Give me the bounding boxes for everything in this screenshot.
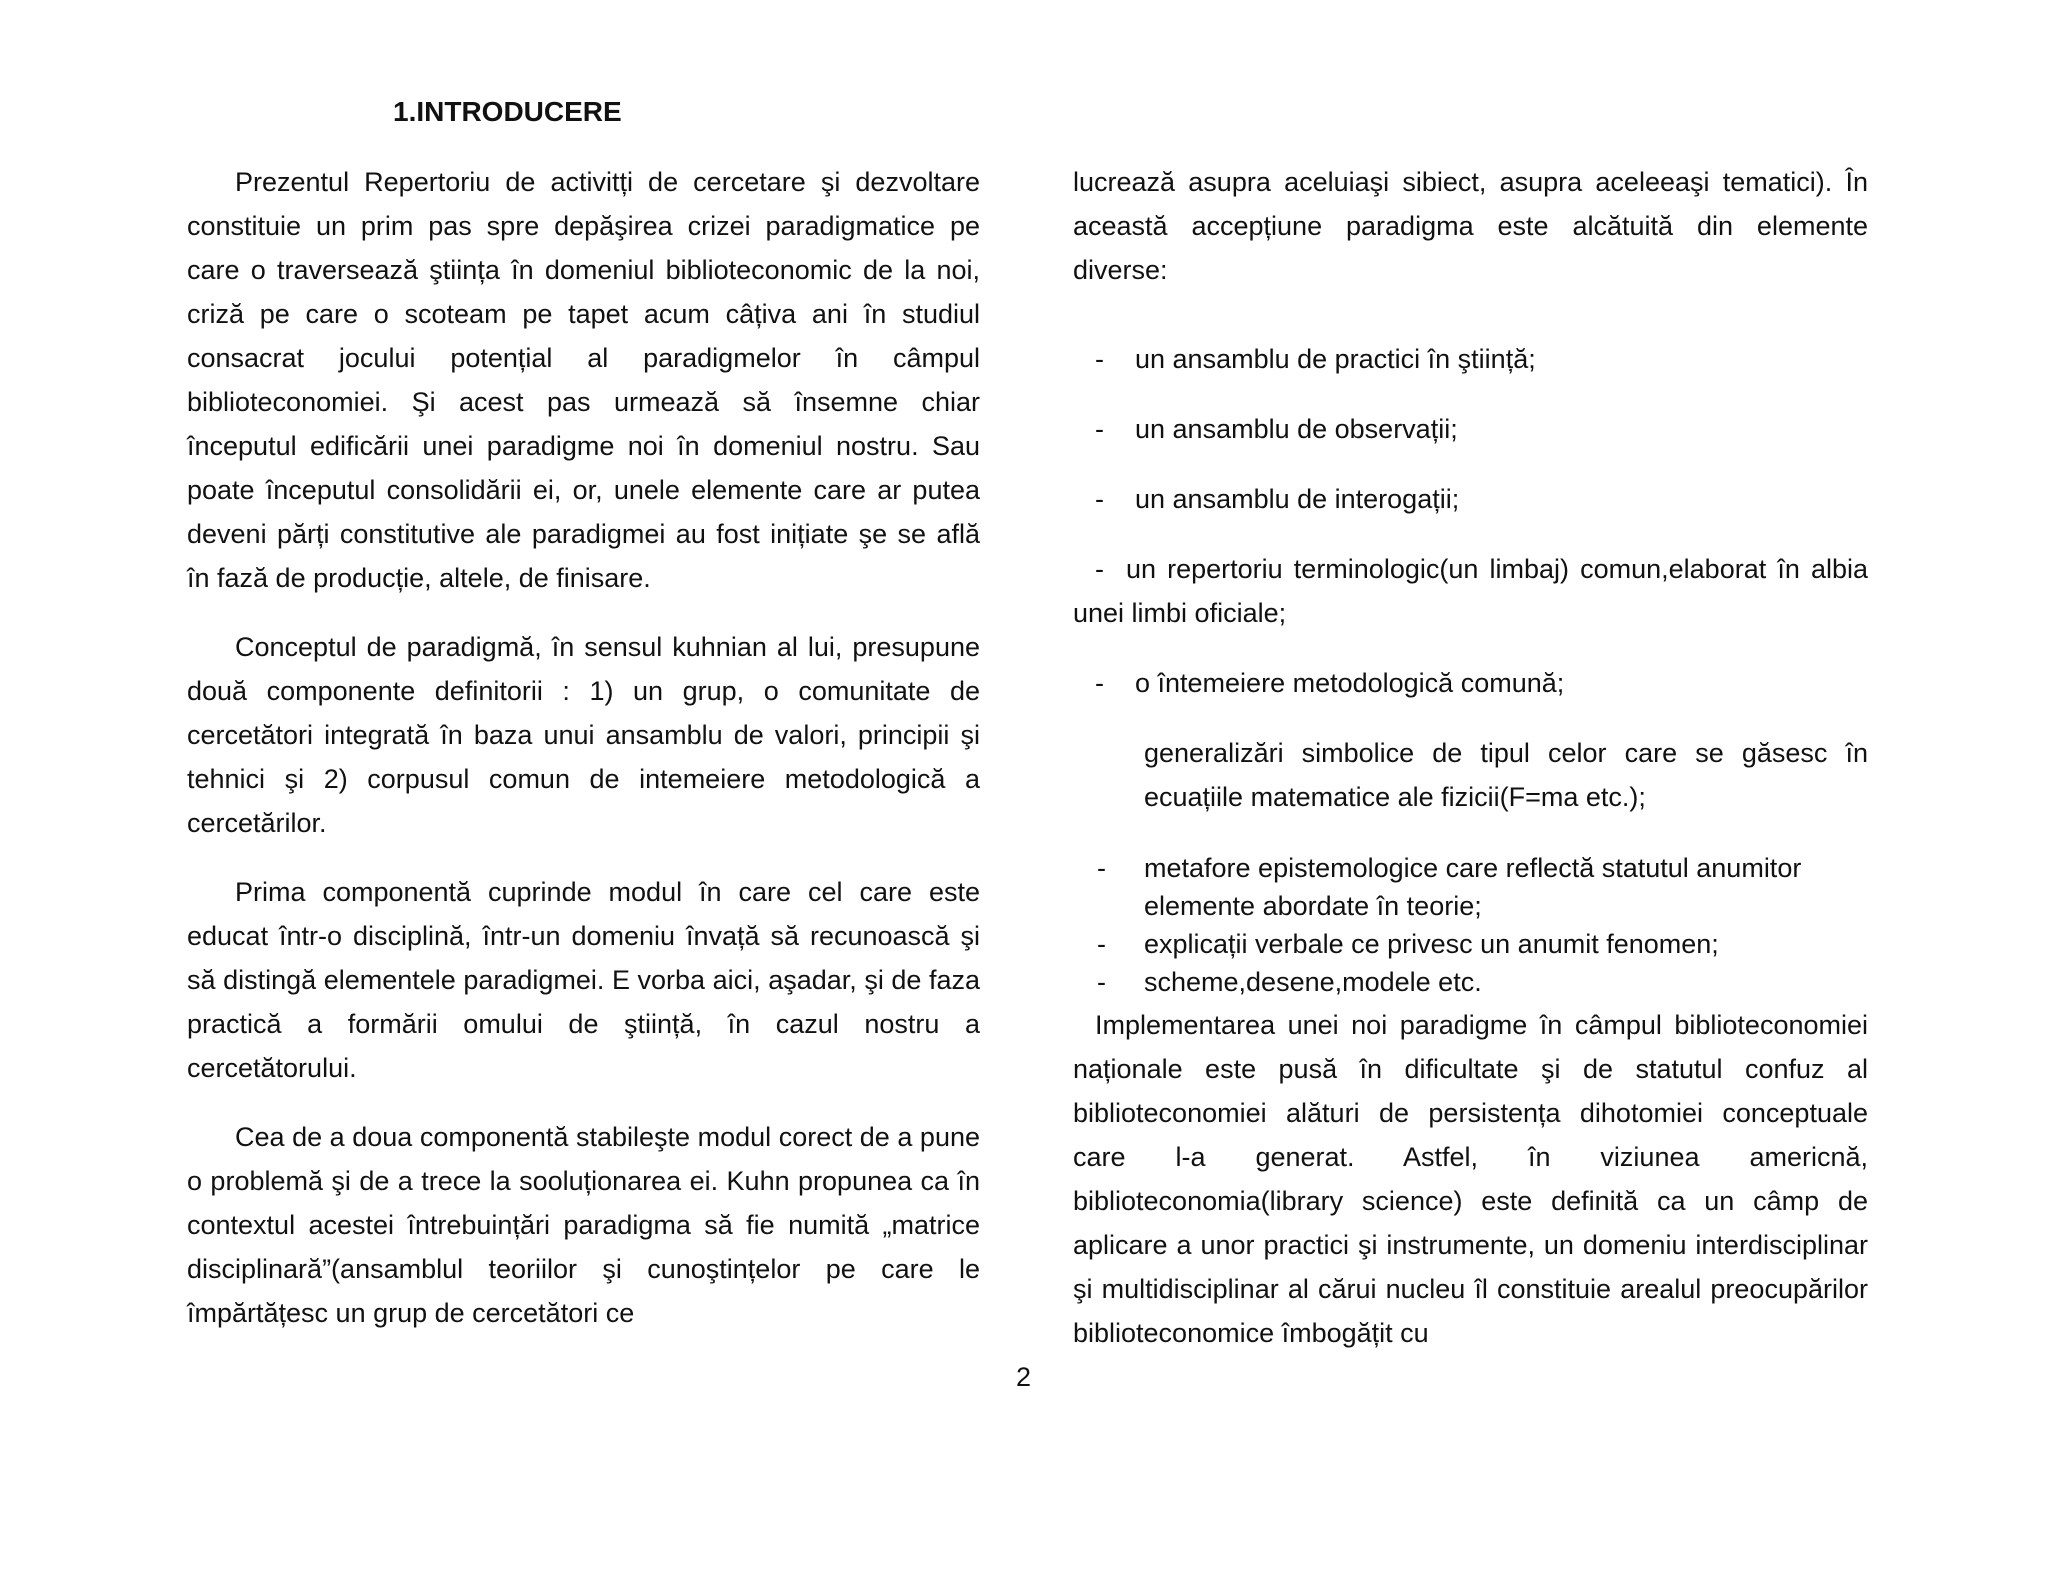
dash-bullet-icon: - bbox=[1095, 554, 1104, 584]
paragraph-first-component: Prima componentă cuprinde modul în care cel care este educat într-o disciplină, într-un domeniu învață să recunoască şi să distingă elementele paradigmei. E vorba aici, aşadar, şi de faza practică a formării omului de ştiință, în cazul nostru a cercetătorului. bbox=[187, 877, 980, 1083]
indented-item: generalizări simbolice de tipul celor care se găsesc în ecuațiile matematice ale fizicii(F=ma etc.); bbox=[1144, 738, 1868, 812]
list-item-text: un ansamblu de practici în ştiință; bbox=[1135, 344, 1536, 374]
list-item bbox=[1073, 925, 1868, 963]
dash-bullet-icon: - bbox=[1097, 929, 1106, 959]
paragraph-paradigm-concept: Conceptul de paradigmă, în sensul kuhnian al lui, presupune două componente definitorii : 1) un grup, o comunitate de cercetători integrată în baza unui ansamblu de valori, principii şi tehnici şi 2) corpusul comun de intemeiere metodologică a cercetărilor. bbox=[187, 632, 980, 838]
right-column bbox=[1073, 160, 1868, 1355]
dash-bullet-icon: - bbox=[1097, 967, 1106, 997]
list-item-text: un ansamblu de observații; bbox=[1135, 414, 1458, 444]
page-number: 2 bbox=[1016, 1362, 1032, 1392]
list-item-text: un ansamblu de interogații; bbox=[1135, 484, 1460, 514]
paragraph-implementation: Implementarea unei noi paradigme în câmpul biblioteconomiei naționale este pusă în dificultate şi de statutul confuz al biblioteconomiei alături de persistența dihotomiei conceptuale care l-a generat. Astfel, în viziunea americnă, biblioteconomia(library science) este definită ca un câmp de aplicare a unor practici şi instrumente, un domeniu interdisciplinar şi multidisciplinar al cărui nucleu îl constituie arealul preocupărilor biblioteconomice îmbogățit cu bbox=[1073, 1010, 1868, 1348]
list-item bbox=[1073, 849, 1868, 925]
dash-bullet-icon: - bbox=[1095, 414, 1104, 444]
list-item-text: metafore epistemologice care reflectă statutul anumitor elemente abordate în teorie; bbox=[1144, 853, 1802, 921]
list-item-text: scheme,desene,modele etc. bbox=[1144, 967, 1482, 997]
list-item bbox=[1073, 661, 1868, 705]
list-item bbox=[1073, 963, 1868, 1001]
dash-bullet-icon: - bbox=[1097, 853, 1106, 883]
section-heading: 1.INTRODUCERE bbox=[393, 96, 622, 127]
list-item bbox=[1073, 407, 1868, 451]
dash-bullet-icon: - bbox=[1095, 484, 1104, 514]
list-item-text: explicații verbale ce privesc un anumit fenomen; bbox=[1144, 929, 1719, 959]
dash-bullet-icon: - bbox=[1095, 344, 1104, 374]
paragraph-continued: lucrează asupra aceluiaşi sibiect, asupra aceleeaşi tematici). În această accepțiune paradigma este alcătuită din elemente diverse: bbox=[1073, 167, 1868, 285]
list-item-text: o întemeiere metodologică comună; bbox=[1135, 668, 1565, 698]
dash-bullet-icon: - bbox=[1095, 668, 1104, 698]
paragraph-intro: Prezentul Repertoriu de activitți de cercetare şi dezvoltare constituie un prim pas spre depăşirea crizei paradigmatice pe care o traversează ştiința în domeniul biblioteconomic de la noi, criză pe care o scoteam pe tapet acum câțiva ani în studiul consacrat jocului potențial al paradigmelor în câmpul biblioteconomiei. Şi acest pas urmează să însemne chiar începutul edificării unei paradigme noi în domeniul nostru. Sau poate începutul consolidării ei, or, unele elemente care ar putea deveni părți constitutive ale paradigmei au fost inițiate şe se află în fază de producție, altele, de finisare. bbox=[187, 167, 980, 593]
list-item bbox=[1073, 477, 1868, 521]
left-column bbox=[187, 160, 980, 1360]
list-item-text: un repertoriu terminologic(un limbaj) comun,elaborat în albia unei limbi oficiale; bbox=[1073, 554, 1868, 628]
paragraph-second-component: Cea de a doua componentă stabileşte modul corect de a pune o problemă şi de a trece la sooluționarea ei. Kuhn propunea ca în contextul acestei întrebuințări paradigma să fie numită „matrice disciplinară”(ansamblul teoriilor şi cunoştințelor pe care le împărtățesc un grup de cercetători ce bbox=[187, 1122, 980, 1328]
list-item bbox=[1073, 337, 1868, 381]
list-item bbox=[1073, 547, 1868, 635]
